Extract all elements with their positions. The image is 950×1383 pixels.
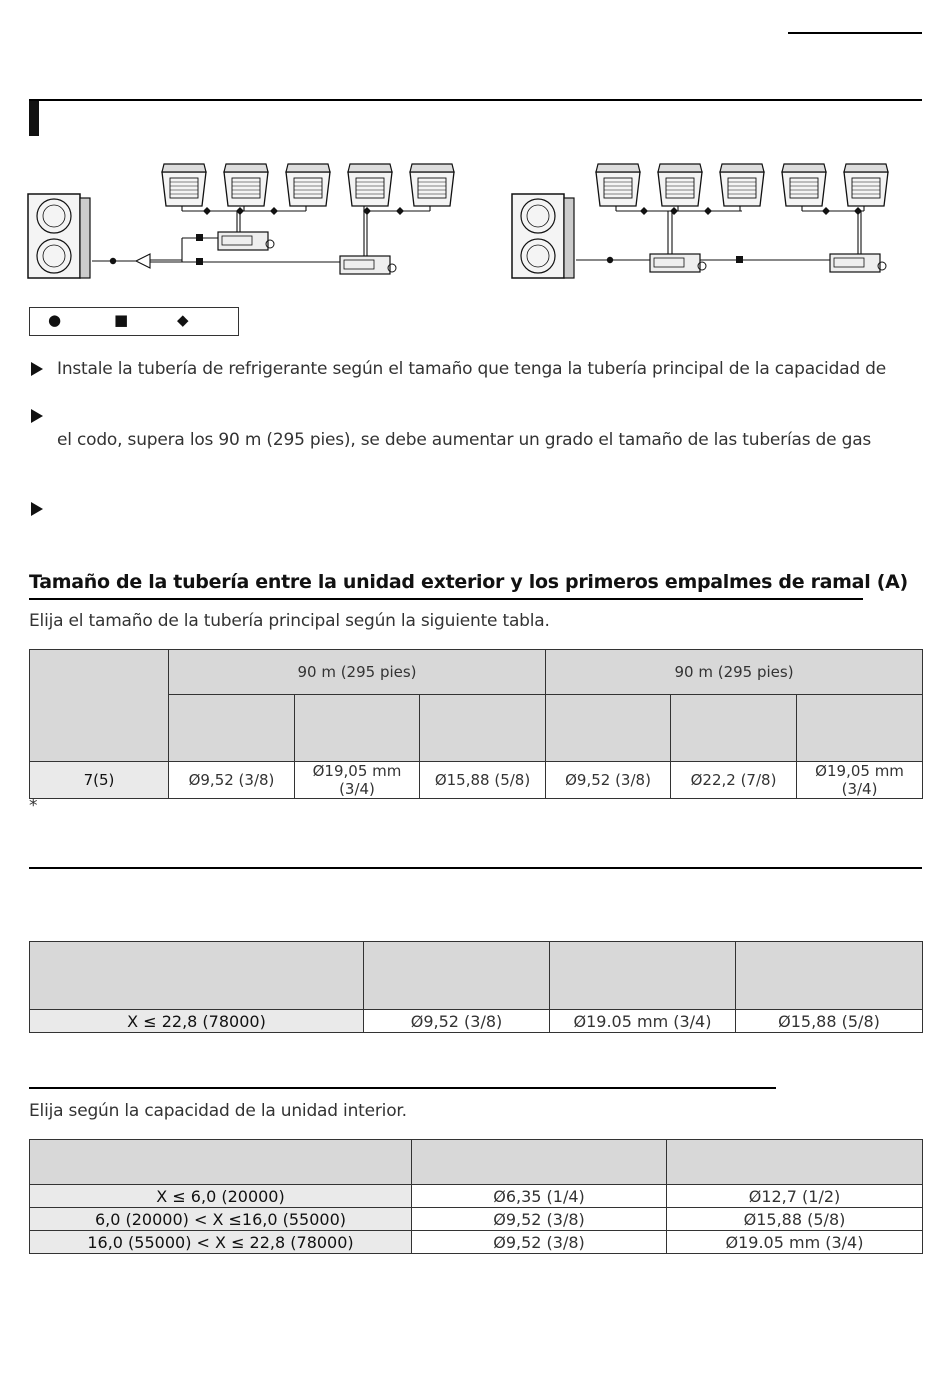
- table-cell: 16,0 (55000) < X ≤ 22,8 (78000): [30, 1231, 412, 1254]
- table-row: [30, 1185, 923, 1208]
- header-suction-2: [797, 695, 923, 762]
- footnote: *: [29, 796, 38, 816]
- table-row: [30, 1231, 923, 1254]
- branch-pipe-size-table: [29, 941, 923, 1033]
- table-cell: X ≤ 6,0 (20000): [30, 1185, 412, 1208]
- table-cell: Ø6,35 (1/4): [412, 1185, 667, 1208]
- section-marker-bar: [29, 101, 39, 136]
- header-liquid-2: [546, 695, 671, 762]
- section-b-rule: [29, 867, 922, 869]
- header-gas-2: [671, 695, 797, 762]
- header-suction: [736, 942, 923, 1010]
- header-capacity: [30, 942, 364, 1010]
- bullet-arrow-icon: [31, 409, 43, 423]
- main-pipe-size-table: [29, 649, 923, 799]
- table-cell: Ø15,88 (5/8): [420, 762, 546, 799]
- header-gas-1: [295, 695, 420, 762]
- legend-square-icon: ■: [114, 311, 129, 329]
- table-cell: Ø19,05 mm (3/4): [295, 762, 420, 799]
- table-row: [30, 1208, 923, 1231]
- table-row: [30, 1010, 923, 1033]
- table-cell: Ø15,88 (5/8): [736, 1010, 923, 1033]
- bullet-arrow-icon: [31, 362, 43, 376]
- table-cell: Ø9,52 (3/8): [412, 1231, 667, 1254]
- table-cell: 7(5): [30, 762, 169, 799]
- section-a-intro: Elija el tamaño de la tubería principal según la siguiente tabla.: [29, 611, 550, 631]
- header-gas: [667, 1140, 923, 1185]
- section-a-heading: Tamaño de la tubería entre la unidad exterior y los primeros empalmes de ramal (A): [29, 571, 908, 593]
- header-liquid: [364, 942, 550, 1010]
- table-cell: Ø12,7 (1/2): [667, 1185, 923, 1208]
- header-group-1: 90 m (295 pies): [169, 650, 546, 695]
- header-rule-short: [788, 32, 922, 34]
- section-c-heading-rule: [29, 1087, 776, 1089]
- header-gas: [550, 942, 736, 1010]
- section-rule: [29, 99, 922, 101]
- table-cell: Ø9,52 (3/8): [546, 762, 671, 799]
- bullet-text-1: Instale la tubería de refrigerante según el tamaño que tenga la tubería principal de la capacidad de: [57, 359, 887, 379]
- diagram-legend: [29, 307, 239, 336]
- table-cell: Ø22,2 (7/8): [671, 762, 797, 799]
- header-liquid-1: [169, 695, 295, 762]
- indoor-pipe-size-table: [29, 1139, 923, 1254]
- table-cell: Ø15,88 (5/8): [667, 1208, 923, 1231]
- table-cell: Ø9,52 (3/8): [364, 1010, 550, 1033]
- table-cell: Ø19.05 mm (3/4): [667, 1231, 923, 1254]
- section-a-heading-rule: [29, 598, 863, 600]
- legend-diamond-icon: ◆: [177, 311, 189, 329]
- table-cell: Ø9,52 (3/8): [169, 762, 295, 799]
- table-cell: 6,0 (20000) < X ≤16,0 (55000): [30, 1208, 412, 1231]
- piping-diagram: [22, 150, 902, 290]
- bullet-arrow-icon: [31, 502, 43, 516]
- table-cell: Ø19,05 mm (3/4): [797, 762, 923, 799]
- table-cell: X ≤ 22,8 (78000): [30, 1010, 364, 1033]
- legend-circle-icon: ●: [48, 311, 62, 329]
- bullet-text-2-continued: el codo, supera los 90 m (295 pies), se debe aumentar un grado el tamaño de las tuberías de gas: [57, 430, 872, 450]
- section-c-intro: Elija según la capacidad de la unidad interior.: [29, 1101, 407, 1121]
- table-cell: Ø19.05 mm (3/4): [550, 1010, 736, 1033]
- header-liquid: [412, 1140, 667, 1185]
- header-capacity: [30, 650, 169, 762]
- header-group-2: 90 m (295 pies): [546, 650, 923, 695]
- table-cell: Ø9,52 (3/8): [412, 1208, 667, 1231]
- header-capacity: [30, 1140, 412, 1185]
- header-suction-1: [420, 695, 546, 762]
- table-row: [30, 762, 923, 799]
